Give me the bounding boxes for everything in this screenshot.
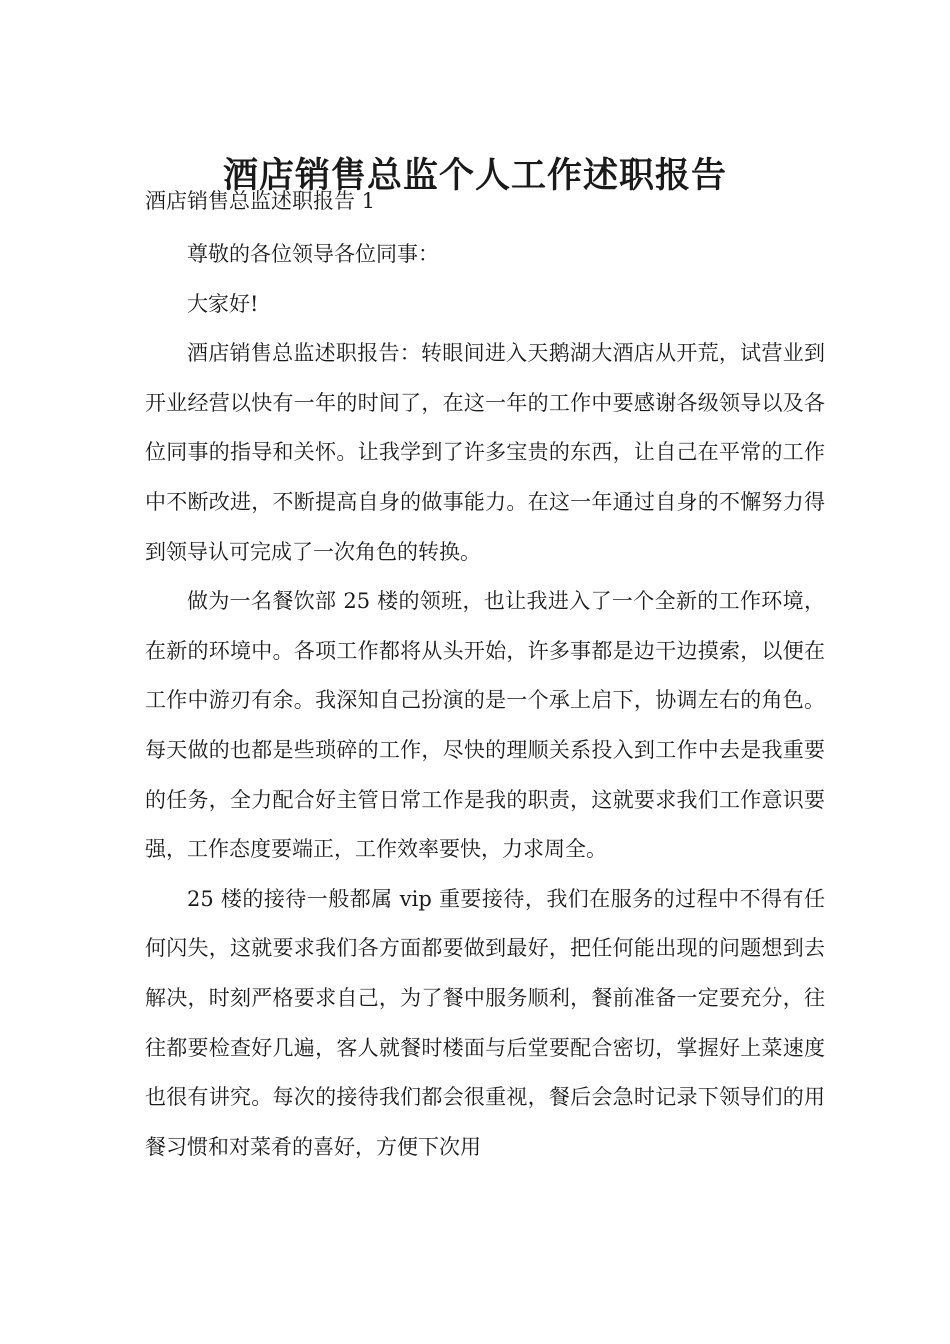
document-body (145, 230, 825, 1172)
paragraph-role: 做为一名餐饮部 25 楼的领班，也让我进入了一个全新的工作环境，在新的环境中。各项工作都将从头开始，许多事都是边干边摸索，以便在工作中游刃有余。我深知自己扮演的是一个承上启下，协调左右的角色。每天做的也都是些琐碎的工作，尽快的理顺关系投入到工作中去是我重要的任务，全力配合好主管日常工作是我的职责，这就要求我们工作意识要强，工作态度要端正，工作效率要快，力求周全。 (145, 589, 825, 862)
paragraph-vip-service: 25 楼的接待一般都属 vip 重要接待，我们在服务的过程中不得有任何闪失，这就要求我们各方面都要做到最好，把任何能出现的问题想到去解决，时刻严格要求自己，为了餐中服务顺利，餐前准备一定要充分，往往都要检查好几遍，客人就餐时楼面与后堂要配合密切，掌握好上菜速度也很有讲究。每次的接待我们都会很重视，餐后会急时记录下领导们的用餐习惯和对菜肴的喜好，方便下次用 (145, 886, 825, 1159)
document-subtitle: 酒店销售总监述职报告 1 (145, 189, 376, 213)
document-title: 酒店销售总监个人工作述职报告 (222, 155, 727, 197)
paragraph-salutation: 大家好! (187, 291, 259, 316)
paragraph-greeting: 尊敬的各位领导各位同事： (187, 242, 439, 266)
paragraph-intro: 酒店销售总监述职报告：转眼间进入天鹅湖大酒店从开荒，试营业到开业经营以快有一年的时间了，在这一年的工作中要感谢各级领导以及各位同事的指导和关怀。让我学到了许多宝贵的东西，让自己在平常的工作中不断改进，不断提高自身的做事能力。在这一年通过自身的不懈努力得到领导认可完成了一次角色的转换。 (145, 341, 825, 564)
